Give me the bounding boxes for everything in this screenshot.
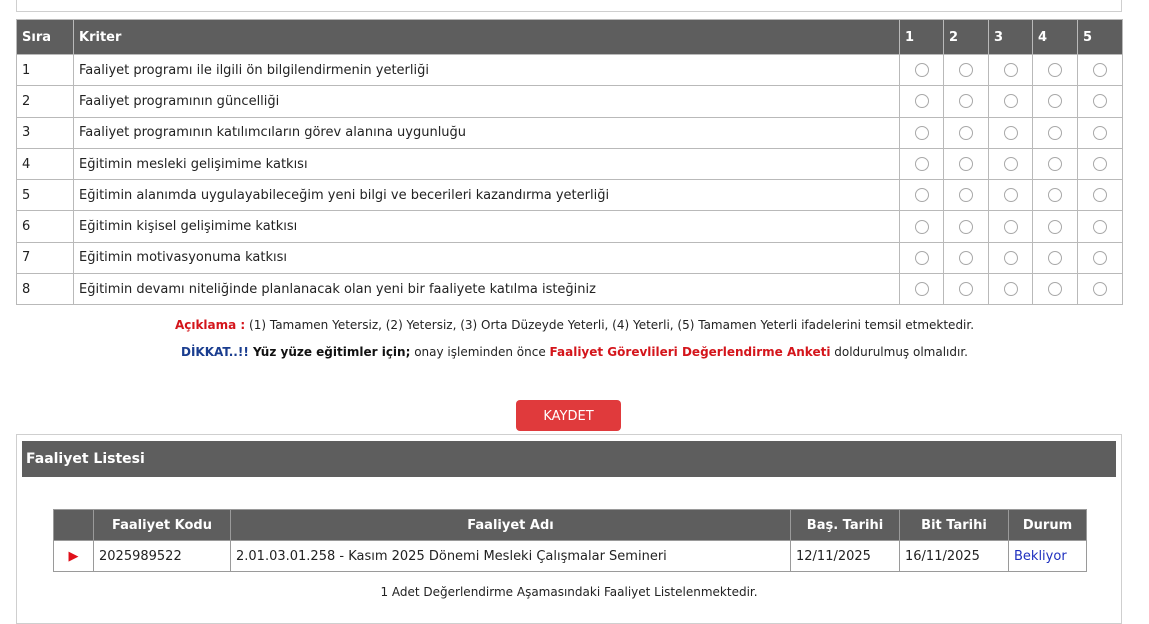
column-header-start: Baş. Tarihi	[791, 510, 900, 541]
column-header-pointer	[54, 510, 94, 541]
score-1-radio[interactable]	[915, 157, 929, 171]
warning-text-2: doldurulmuş olmalıdır.	[830, 345, 968, 359]
score-cell	[1078, 148, 1123, 179]
score-cell	[989, 55, 1033, 86]
score-cell	[944, 117, 989, 148]
activity-list-panel	[16, 434, 1122, 624]
table-row	[17, 117, 1123, 148]
table-row	[17, 274, 1123, 305]
score-5-radio[interactable]	[1093, 251, 1107, 265]
score-cell	[1078, 274, 1123, 305]
score-cell	[944, 55, 989, 86]
score-4-radio[interactable]	[1048, 126, 1062, 140]
score-cell	[1033, 180, 1078, 211]
save-button[interactable]: KAYDET	[516, 400, 621, 431]
score-cell	[989, 117, 1033, 148]
score-5-radio[interactable]	[1093, 126, 1107, 140]
score-cell	[900, 55, 944, 86]
score-cell	[900, 148, 944, 179]
criterion-text: Eğitimin devamı niteliğinde planlanacak olan yeni bir faaliyete katılma isteğiniz	[74, 274, 900, 305]
table-row	[17, 55, 1123, 86]
score-5-radio[interactable]	[1093, 282, 1107, 296]
score-4-radio[interactable]	[1048, 157, 1062, 171]
activity-status	[1009, 541, 1087, 572]
score-cell	[1033, 274, 1078, 305]
score-3-radio[interactable]	[1004, 188, 1018, 202]
legend-description: (1) Tamamen Yetersiz, (2) Yetersiz, (3) Orta Düzeyde Yeterli, (4) Yeterli, (5) Tamamen Yeterli ifadelerini temsil etmektedir.	[245, 318, 975, 332]
score-4-radio[interactable]	[1048, 63, 1062, 77]
score-cell	[1078, 55, 1123, 86]
score-3-radio[interactable]	[1004, 157, 1018, 171]
score-cell	[1033, 211, 1078, 242]
score-2-radio[interactable]	[959, 157, 973, 171]
score-cell	[1033, 86, 1078, 117]
activity-list-footer: 1 Adet Değerlendirme Aşamasındaki Faaliyet Listelenmektedir.	[380, 585, 758, 599]
score-cell	[900, 242, 944, 273]
status-link[interactable]: Bekliyor	[1014, 548, 1067, 564]
score-2-radio[interactable]	[959, 251, 973, 265]
score-cell	[1033, 242, 1078, 273]
score-cell	[944, 211, 989, 242]
activity-list-title: Faaliyet Listesi	[22, 441, 1116, 477]
score-1-radio[interactable]	[915, 94, 929, 108]
row-number: 7	[17, 242, 74, 273]
score-cell	[944, 274, 989, 305]
table-row	[17, 148, 1123, 179]
score-cell	[1078, 86, 1123, 117]
score-4-radio[interactable]	[1048, 282, 1062, 296]
score-1-radio[interactable]	[915, 282, 929, 296]
score-5-radio[interactable]	[1093, 157, 1107, 171]
score-cell	[1033, 148, 1078, 179]
score-3-radio[interactable]	[1004, 220, 1018, 234]
table-row	[17, 211, 1123, 242]
column-header-status: Durum	[1009, 510, 1087, 541]
score-cell	[989, 274, 1033, 305]
activity-code: 2025989522	[94, 541, 231, 572]
row-number: 2	[17, 86, 74, 117]
score-4-radio[interactable]	[1048, 94, 1062, 108]
column-header-score-5: 5	[1078, 20, 1123, 55]
warning-text	[0, 345, 1149, 359]
score-cell	[900, 211, 944, 242]
activity-start-date: 12/11/2025	[791, 541, 900, 572]
score-cell	[1078, 180, 1123, 211]
score-1-radio[interactable]	[915, 188, 929, 202]
score-2-radio[interactable]	[959, 220, 973, 234]
score-5-radio[interactable]	[1093, 188, 1107, 202]
triangle-right-icon: ▶	[54, 541, 94, 572]
warning-text-1: onay işleminden önce	[410, 345, 550, 359]
row-number: 5	[17, 180, 74, 211]
activity-header-row	[54, 510, 1087, 541]
score-cell	[900, 86, 944, 117]
column-header-name: Faaliyet Adı	[231, 510, 791, 541]
score-4-radio[interactable]	[1048, 220, 1062, 234]
table-row[interactable]	[54, 541, 1087, 572]
activity-end-date: 16/11/2025	[900, 541, 1009, 572]
score-1-radio[interactable]	[915, 251, 929, 265]
column-header-score-1: 1	[900, 20, 944, 55]
criterion-text: Eğitimin kişisel gelişimime katkısı	[74, 211, 900, 242]
criterion-text: Eğitimin alanımda uygulayabileceğim yeni bilgi ve becerileri kazandırma yeterliği	[74, 180, 900, 211]
column-header-score-2: 2	[944, 20, 989, 55]
column-header-no: Sıra	[17, 20, 74, 55]
column-header-code: Faaliyet Kodu	[94, 510, 231, 541]
table-row	[17, 180, 1123, 211]
row-number: 3	[17, 117, 74, 148]
warning-label: DİKKAT..!!	[180, 345, 249, 359]
criterion-text: Faaliyet programının katılımcıların görev alanına uygunluğu	[74, 117, 900, 148]
activity-name: 2.01.03.01.258 - Kasım 2025 Dönemi Mesleki Çalışmalar Semineri	[231, 541, 791, 572]
column-header-score-4: 4	[1033, 20, 1078, 55]
score-1-radio[interactable]	[915, 126, 929, 140]
score-3-radio[interactable]	[1004, 63, 1018, 77]
survey-link[interactable]: Faaliyet Görevlileri Değerlendirme Anketi	[549, 345, 831, 359]
warning-bold-text: Yüz yüze eğitimler için;	[248, 345, 411, 359]
score-cell	[1033, 117, 1078, 148]
column-header-end: Bit Tarihi	[900, 510, 1009, 541]
criterion-text: Eğitimin mesleki gelişimime katkısı	[74, 148, 900, 179]
evaluation-table	[16, 19, 1123, 305]
column-header-score-3: 3	[989, 20, 1033, 55]
score-cell	[900, 180, 944, 211]
score-3-radio[interactable]	[1004, 282, 1018, 296]
column-header-criterion: Kriter	[74, 20, 900, 55]
score-1-radio[interactable]	[915, 63, 929, 77]
score-cell	[900, 274, 944, 305]
score-cell	[1078, 242, 1123, 273]
score-cell	[944, 180, 989, 211]
score-3-radio[interactable]	[1004, 126, 1018, 140]
score-2-radio[interactable]	[959, 63, 973, 77]
legend-label: Açıklama :	[174, 318, 246, 332]
score-2-radio[interactable]	[959, 94, 973, 108]
score-5-radio[interactable]	[1093, 220, 1107, 234]
score-cell	[944, 86, 989, 117]
score-cell	[1033, 55, 1078, 86]
score-2-radio[interactable]	[959, 188, 973, 202]
score-cell	[944, 148, 989, 179]
score-cell	[989, 211, 1033, 242]
row-number: 8	[17, 274, 74, 305]
score-4-radio[interactable]	[1048, 251, 1062, 265]
row-number: 4	[17, 148, 74, 179]
score-cell	[989, 242, 1033, 273]
score-5-radio[interactable]	[1093, 94, 1107, 108]
score-3-radio[interactable]	[1004, 94, 1018, 108]
row-number: 1	[17, 55, 74, 86]
criterion-text: Eğitimin motivasyonuma katkısı	[74, 242, 900, 273]
score-cell	[989, 148, 1033, 179]
score-cell	[944, 242, 989, 273]
evaluation-header-row	[17, 20, 1123, 55]
score-cell	[1078, 117, 1123, 148]
score-3-radio[interactable]	[1004, 251, 1018, 265]
table-row	[17, 86, 1123, 117]
legend-text	[0, 318, 1149, 332]
score-4-radio[interactable]	[1048, 188, 1062, 202]
score-cell	[900, 117, 944, 148]
score-2-radio[interactable]	[959, 126, 973, 140]
criterion-text: Faaliyet programı ile ilgili ön bilgilendirmenin yeterliği	[74, 55, 900, 86]
table-row	[17, 242, 1123, 273]
row-number: 6	[17, 211, 74, 242]
score-1-radio[interactable]	[915, 220, 929, 234]
criterion-text: Faaliyet programının güncelliği	[74, 86, 900, 117]
score-cell	[989, 180, 1033, 211]
top-panel-frame	[16, 0, 1122, 12]
score-5-radio[interactable]	[1093, 63, 1107, 77]
score-cell	[989, 86, 1033, 117]
activity-table	[53, 509, 1087, 572]
score-cell	[1078, 211, 1123, 242]
score-2-radio[interactable]	[959, 282, 973, 296]
